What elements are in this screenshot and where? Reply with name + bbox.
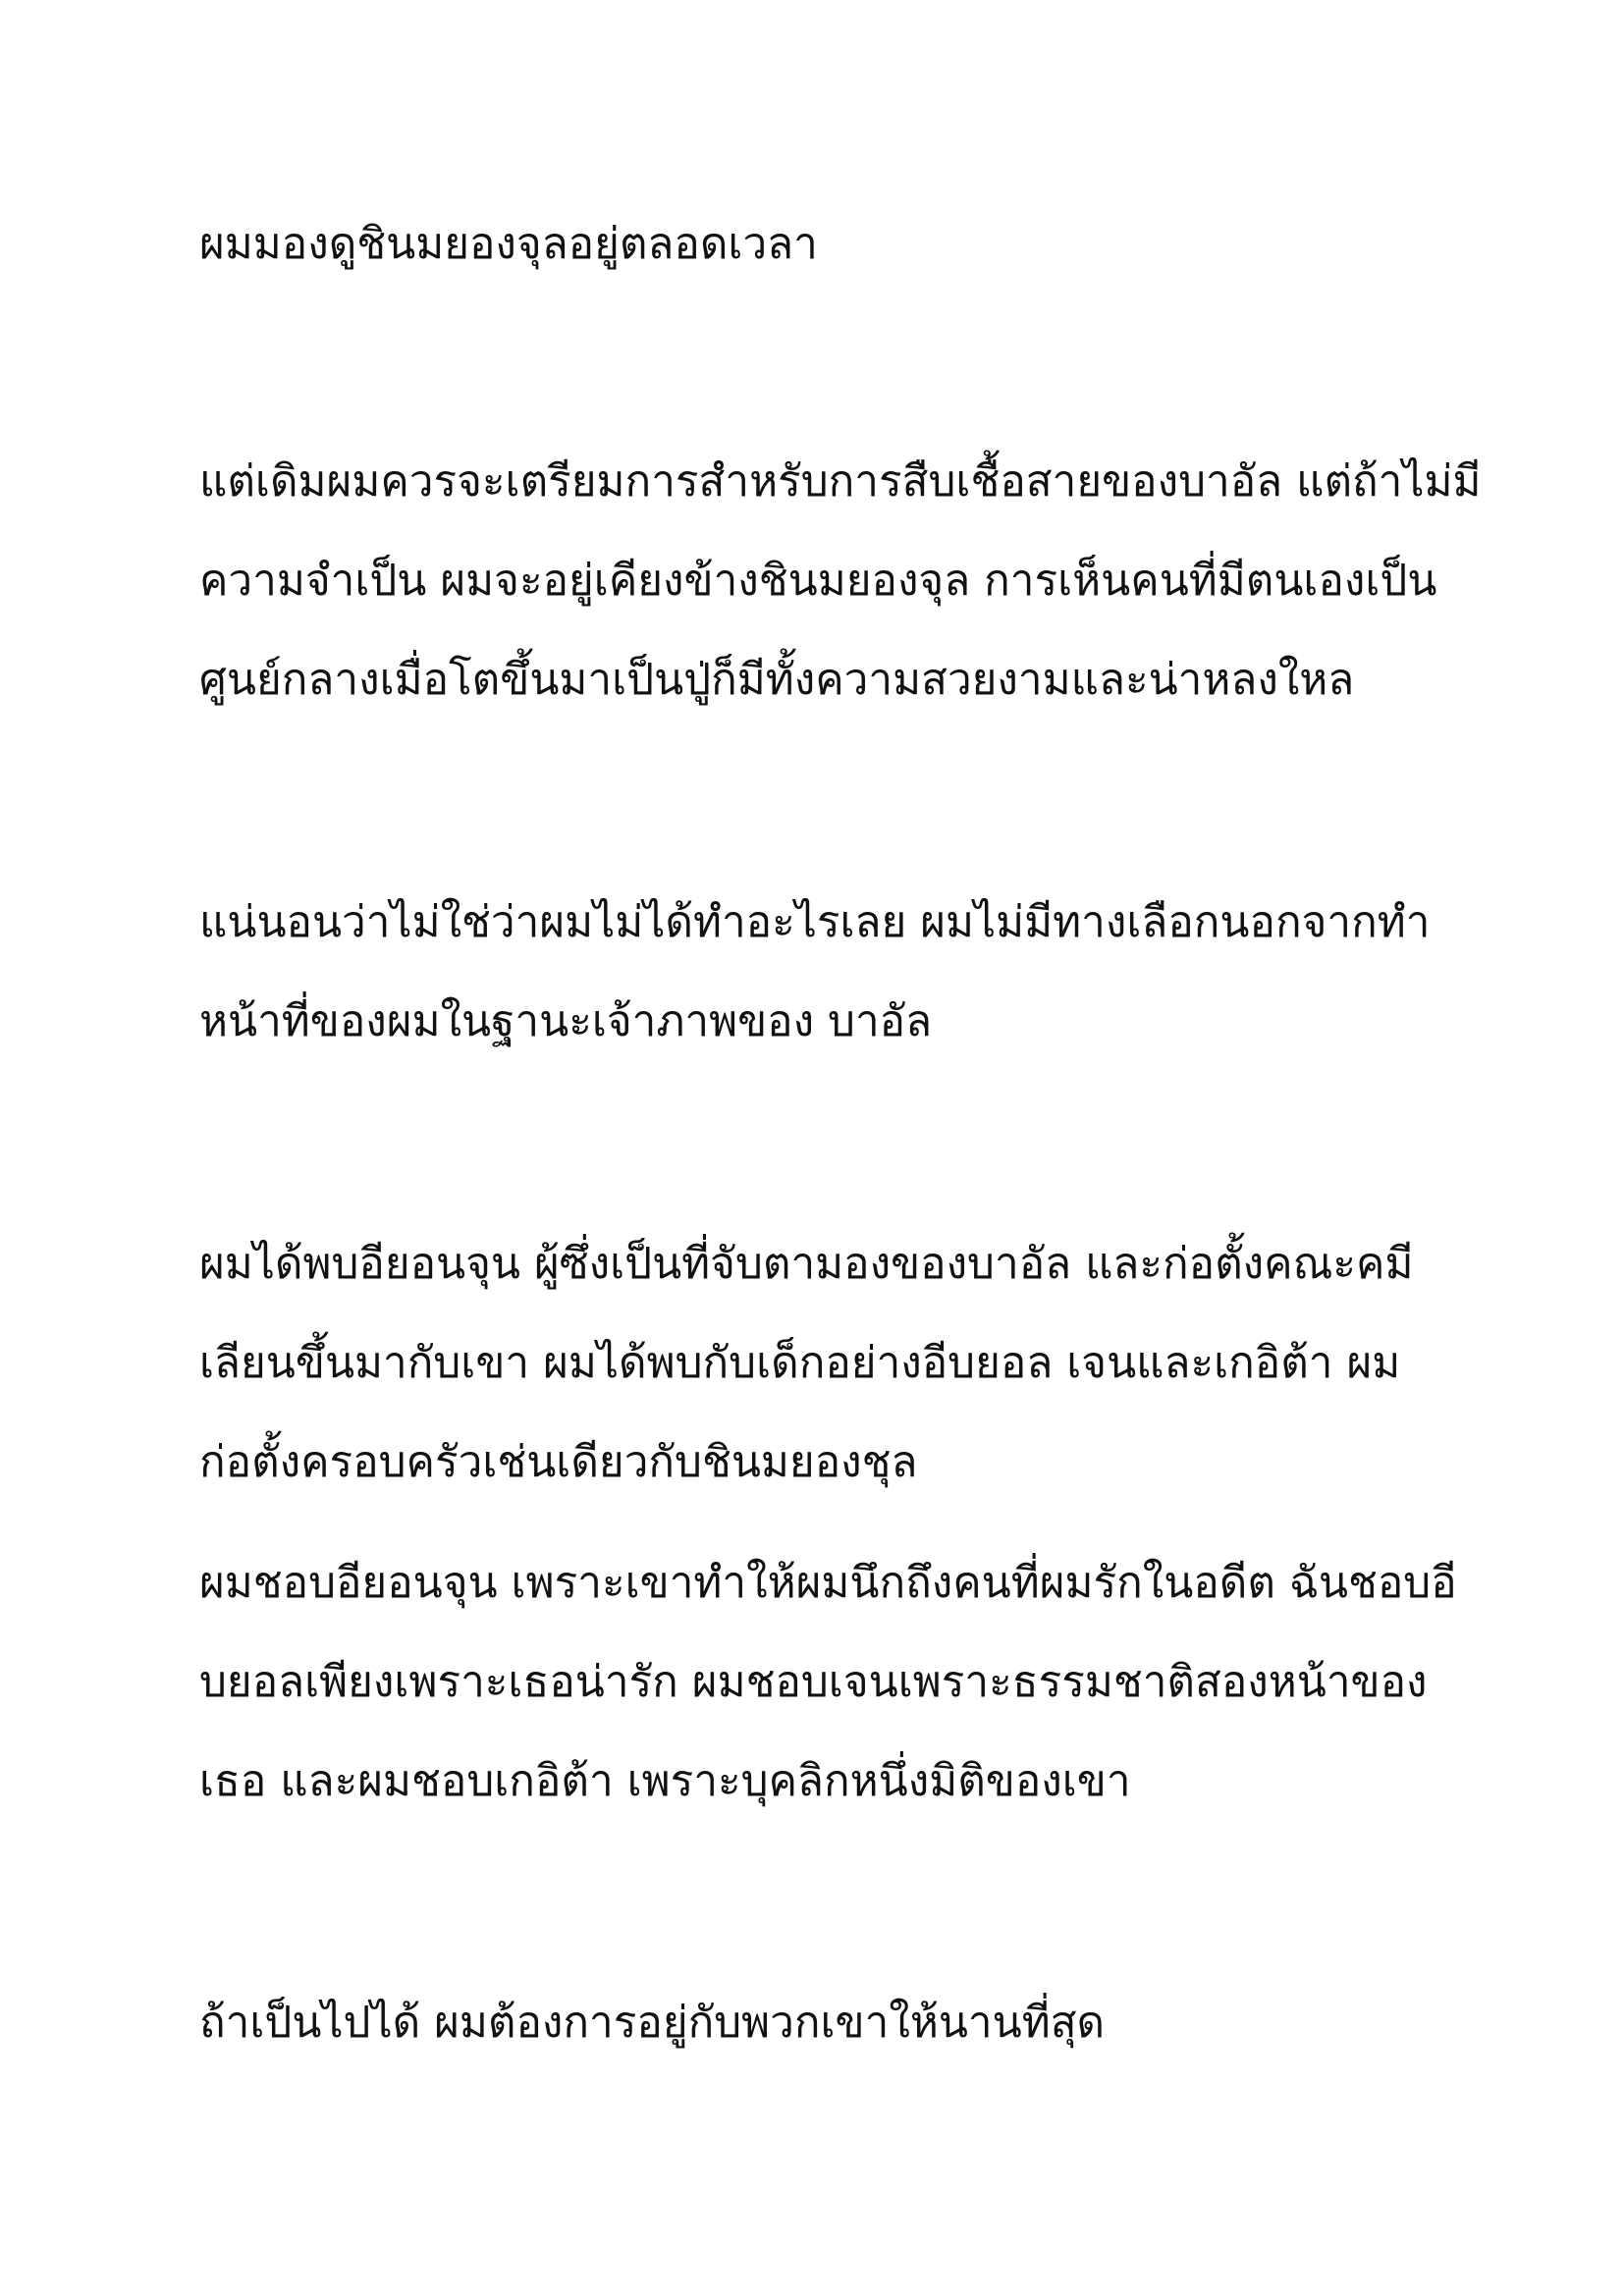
text-line: แน่นอนว่าไม่ใช่ว่าผมไม่ได้ทำอะไรเลย ผมไม่มีทางเลือกนอกจากทำ [199,897,1431,947]
text-line: ผมได้พบอียอนจุน ผู้ซึ่งเป็นที่จับตามองของบาอัล และก่อตั้งคณะคมี [199,1239,1414,1289]
text-line: เธอ และผมชอบเกอิต้า เพราะบุคลิกหนึ่งมิติของเขา [199,1756,1131,1806]
text-line: ผมมองดูชินมยองจุลอยู่ตลอดเวลา [199,219,818,269]
text-line: ผมชอบอียอนจุน เพราะเขาทำให้ผมนึกถึงคนที่ผมรักในอดีต ฉันชอบอี [199,1558,1457,1608]
text-line: หน้าที่ของผมในฐานะเจ้าภาพของ บาอัล [199,996,933,1046]
text-line: ความจำเป็น ผมจะอยู่เคียงข้างชินมยองจุล การเห็นคนที่มีตนเองเป็น [199,556,1437,606]
text-line: ศูนย์กลางเมื่อโตขึ้นมาเป็นปู่ก็มีทั้งความสวยงามและน่าหลงใหล [199,655,1355,705]
text-line: ก่อตั้งครอบครัวเช่นเดียวกับชินมยองชุล [199,1437,918,1487]
text-line: แต่เดิมผมควรจะเตรียมการสำหรับการสืบเชื้อสายของบาอัล แต่ถ้าไม่มี [199,456,1482,507]
text-line: เลียนขึ้นมากับเขา ผมได้พบกับเด็กอย่างอีบยอล เจนและเกอิต้า ผม [199,1338,1401,1388]
text-line: บยอลเพียงเพราะเธอน่ารัก ผมชอบเจนเพราะธรรมชาติสองหน้าของ [199,1657,1428,1707]
text-line: ถ้าเป็นไปได้ ผมต้องการอยู่กับพวกเขาให้นานที่สุด [199,1998,1106,2048]
